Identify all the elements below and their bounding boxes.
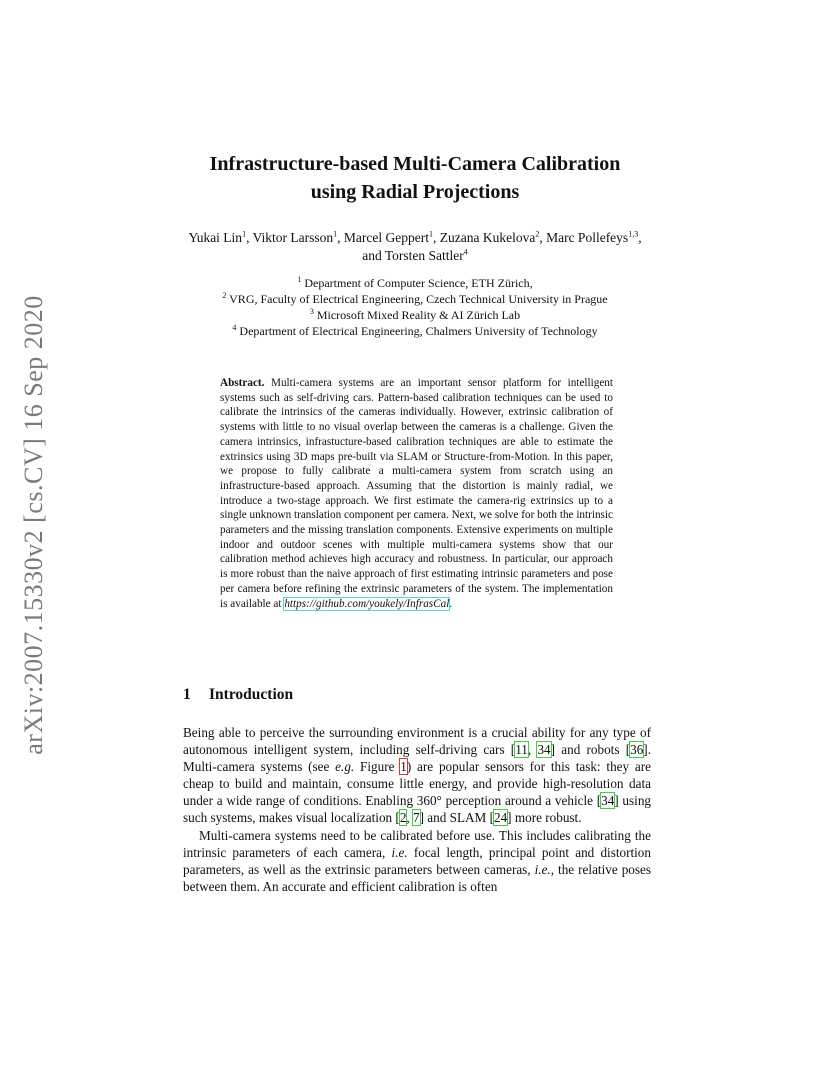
author-separator: , bbox=[539, 230, 547, 245]
italic-text: i.e. bbox=[534, 861, 551, 877]
abstract-label: Abstract. bbox=[220, 377, 265, 389]
affiliation-line bbox=[140, 275, 690, 291]
paper-title bbox=[150, 150, 680, 206]
figure-ref-link[interactable]: 1 bbox=[400, 759, 407, 775]
affiliation-mark: 3 bbox=[309, 307, 314, 316]
body-text bbox=[183, 724, 651, 895]
author-affiliation-mark: 2 bbox=[535, 229, 540, 239]
author-affiliation-mark: 1 bbox=[333, 229, 338, 239]
author-affiliation-mark: 1 bbox=[428, 229, 433, 239]
code-link[interactable]: https://github.com/youkely/InfrasCal bbox=[284, 597, 450, 610]
affiliation-list bbox=[140, 275, 690, 339]
text-run: ]. Multi-camera systems (see bbox=[183, 742, 651, 775]
section-heading bbox=[183, 686, 293, 704]
abstract bbox=[220, 376, 613, 611]
citation-link[interactable]: 34 bbox=[537, 742, 551, 758]
text-run: Multi-camera systems need to be calibrated before use. This includes calibrating the intrinsic parameters of each camera, bbox=[183, 827, 651, 860]
author-affiliation-mark: 1,3 bbox=[628, 229, 639, 239]
citation-link[interactable]: 24 bbox=[493, 810, 508, 826]
author-name: Viktor Larsson bbox=[252, 230, 334, 245]
arxiv-identifier: arXiv:2007.15330v2 [cs.CV] 16 Sep 2020 bbox=[19, 295, 49, 755]
text-run: ] and robots [ bbox=[550, 742, 631, 758]
author-separator: , bbox=[432, 230, 440, 245]
author-list bbox=[180, 229, 650, 265]
citation-link[interactable]: 36 bbox=[630, 742, 644, 758]
affiliation-mark: 1 bbox=[297, 275, 302, 284]
author-name: Yukai Lin bbox=[188, 230, 243, 245]
title-line-2: using Radial Projections bbox=[310, 181, 520, 203]
affiliation-mark: 2 bbox=[222, 291, 227, 300]
affiliation-text: Department of Electrical Engineering, Chalmers University of Technology bbox=[236, 324, 598, 338]
text-run: focal length, principal point and distortion parameters, as well as the extrinsic parameters between cameras, bbox=[183, 844, 651, 877]
italic-text: i.e. bbox=[391, 844, 408, 860]
text-run: , the relative poses between them. An accurate and efficient calibration is often bbox=[183, 861, 652, 894]
abstract-end: . bbox=[449, 597, 453, 610]
affiliation-line bbox=[140, 291, 690, 307]
affiliation-mark: 4 bbox=[232, 323, 237, 332]
paragraph-2 bbox=[183, 827, 651, 895]
affiliation-text: Department of Computer Science, ETH Zürich, bbox=[301, 276, 533, 290]
citation-link[interactable]: 2 bbox=[399, 810, 407, 826]
citation-link[interactable]: 7 bbox=[413, 810, 420, 826]
citation-link[interactable]: 34 bbox=[601, 793, 615, 809]
author-name: Zuzana Kukelova bbox=[439, 230, 536, 245]
section-title: Introduction bbox=[209, 686, 294, 703]
author-separator: , and bbox=[362, 230, 642, 263]
text-run: ] and SLAM [ bbox=[419, 810, 494, 826]
author-separator: , bbox=[337, 230, 344, 245]
text-run: , bbox=[406, 810, 414, 826]
text-run: ] more robust. bbox=[507, 810, 582, 826]
title-line-1: Infrastructure-based Multi-Camera Calibration bbox=[209, 153, 621, 175]
author-separator: , bbox=[246, 230, 253, 245]
text-run: Being able to perceive the surrounding environment is a crucial ability for any type of autonomous intelligent system, including self-driving cars [ bbox=[183, 725, 651, 758]
affiliation-text: Microsoft Mixed Reality & AI Zürich Lab bbox=[313, 308, 521, 322]
text-run: ] using such systems, makes visual localization [ bbox=[183, 793, 651, 826]
affiliation-line bbox=[140, 307, 690, 323]
author-affiliation-mark: 1 bbox=[242, 229, 247, 239]
text-run: , bbox=[527, 742, 538, 758]
author-name: Marcel Geppert bbox=[343, 230, 429, 245]
affiliation-line bbox=[140, 323, 690, 339]
affiliation-text: VRG, Faculty of Electrical Engineering, Czech Technical University in Prague bbox=[226, 292, 608, 306]
text-run: ) are popular sensors for this task: they are cheap to build and maintain, consume little energy, and provide high-resolution data under a wide range of conditions. Enabling 360° perception around a vehicle [ bbox=[183, 759, 652, 809]
section-number: 1 bbox=[183, 686, 191, 703]
italic-text: e.g. bbox=[335, 759, 355, 775]
text-run: Figure bbox=[354, 759, 401, 775]
abstract-text: Multi-camera systems are an important sensor platform for intelligent systems such as self-driving cars. Pattern-based calibration techniques can be used to calibrate the intrinsics of the cameras individually. However, extrinsic calibration of systems with little to no visual overlap between the cameras is a challenge. Given the camera intrinsics, infrastucture-based calibration techniques are able to estimate the extrinsics using 3D maps pre-built via SLAM or Structure-from-Motion. In this paper, we propose to fully calibrate a multi-camera system from scratch using an infrastructure-based approach. Assuming that the distortion is mainly radial, we introduce a two-stage approach. We first estimate the camera-rig extrinsics up to a single unknown translation component per camera. Next, we solve for both the intrinsic parameters and the missing translation components. Extensive experiments on multiple indoor and outdoor scenes with multiple multi-camera systems show that our calibration method achieves high accuracy and robustness. In particular, our approach is more robust than the naive approach of first estimating intrinsic parameters and pose per camera before refining the extrinsic parameters of the system. The implementation is available at bbox=[220, 377, 614, 610]
author-affiliation-mark: 4 bbox=[463, 247, 468, 257]
paragraph-1 bbox=[183, 724, 651, 827]
citation-link[interactable]: 11 bbox=[515, 742, 528, 758]
author-name: Marc Pollefeys bbox=[546, 230, 629, 245]
author-name: Torsten Sattler bbox=[384, 248, 464, 263]
arxiv-side-stamp bbox=[4, 290, 64, 760]
